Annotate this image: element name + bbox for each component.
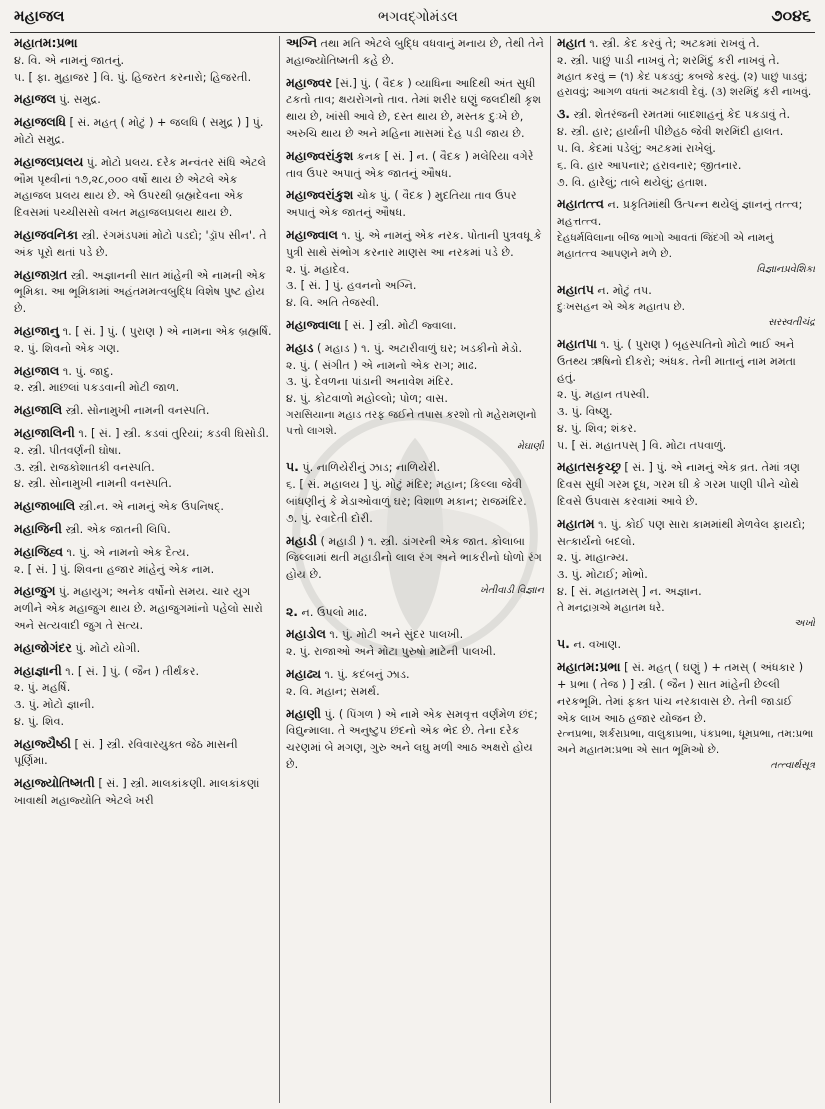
entry-citation: દેહધર્મવિલાના બીજ ભાગો આવતાં જિંદગી એ નામનું મહાતત્ત્વ આપણને મળે છે.: [557, 231, 774, 260]
dictionary-entry: [286, 458, 544, 527]
entry-headword-line: મહાજિની સ્ત્રી. એક જાતની લિપિ.: [14, 520, 171, 536]
dictionary-entry: [557, 515, 815, 632]
headword: મહાડી: [286, 532, 317, 548]
dictionary-entry: [557, 458, 815, 510]
headword: મહાજલપ્રલય: [14, 153, 84, 169]
entry-sense-line: ૨. પું. માહાત્મ્ય.: [557, 551, 629, 565]
dictionary-entry: [14, 401, 272, 420]
headword: મહાતમ: [557, 515, 595, 531]
dictionary-entry: [286, 339, 544, 455]
headword: મહાતત્ત્વ: [557, 196, 604, 212]
headword: અગ્નિ: [286, 35, 318, 50]
column-3: [557, 34, 815, 1105]
entry-sense-line: ૬. [ સં. મહાલય ] પું. મોટું મંદિર; મહાન; કિલ્લા જેવી બાંધણીનું કે મેડાઓવાળું ઘર; વિશાળ મકાન; રાજમંદિર.: [286, 478, 527, 508]
entry-sense-line: ૨. સ્ત્રી. પીતવર્ણની ઘોષા.: [14, 443, 122, 457]
headword: મહાણી: [286, 705, 321, 721]
entry-headword-line: મહાતપ ન. મોટું તપ.: [557, 282, 652, 298]
entry-headword-line: મહાતપા ૧. પું. ( પુરાણ ) બૃહસ્પતિનો મોટો ભાઈ અને ઉતથ્ય ઋષિનો દીકરો; અંધક. તેની માતાનું નામ મમતા હતું.: [557, 335, 796, 385]
headword: મહાજ્વાલ: [286, 226, 338, 242]
headword: મહાજ્ઞાની: [14, 662, 62, 678]
entry-headword-line: મહાજાનુ ૧. [ સં. ] પું. ( પુરાણ ) એ નામના એક બ્રહ્મર્ષિ.: [14, 322, 272, 338]
dictionary-entry: [557, 105, 815, 191]
entry-headword-line: મહાજ્યૈષ્ઠી [ સં. ] સ્ત્રી. રવિવારયુક્ત જેઠ માસની પૂર્ણિમા.: [14, 735, 238, 768]
citation-source: ખેતીવાડી વિજ્ઞાન: [479, 584, 544, 596]
entry-sense-line: ૬. વિ. હાર આપનાર; હરાવનાર; જીતનાર.: [557, 158, 742, 172]
entry-sense-line: ૭. પું. રવાદેતી દોરી.: [286, 511, 373, 525]
headword: ૫.: [557, 636, 570, 652]
dictionary-entry: [286, 705, 544, 774]
column-1: [14, 34, 272, 1105]
entry-headword-line: મહાજ્યોતિષ્મતી [ સં. ] સ્ત્રી. માલકાંકણી. માલકાંકણાં ખાવાથી મહાજ્યોતિ એટલે ખરી: [14, 775, 260, 808]
citation-source: સરસ્વતીચંદ્ર: [768, 317, 815, 329]
column-divider: [550, 36, 551, 1103]
page-number: ૭૦૪૬: [771, 6, 811, 25]
entry-headword-line: મહાજ્વાલ ૧. પું. એ નામનું એક નરક. પોતાની પુત્રવધૂ કે પુત્રી સાથે સંભોગ કરનાર માણસ આ નરકમાં પડે છે.: [286, 226, 542, 259]
headword: મહાજોગંદર: [14, 639, 72, 655]
dictionary-entry: [557, 658, 815, 774]
entry-headword-line: [14, 34, 272, 53]
dictionary-entry: [14, 774, 272, 810]
dictionary-entry: [14, 520, 272, 539]
headword: મહાડ: [286, 339, 314, 355]
entry-sense-line: ૭. વિ. હારેલું; તાબે થયેલું; હતાશ.: [557, 175, 708, 189]
entry-headword-line: મહાજલપ્રલય પું. મોટો પ્રલય. દરેક મન્વંતર સંધિ એટલે ભૌમ પૃથ્વીનાં ૧૭,૨૮,૦૦૦ વર્ષો થાય છે એટલે એક મહાજલ પ્રલય થાય છે. એ ઉપરથી બ્રહ્મદેવના એક દિવસમાં પચ્ચીસસો વખત મહાજલપ્રલય થાય છે.: [14, 153, 267, 220]
entry-sense-line: ૨. સ્ત્રી. પાછું પાડી નાખવું તે; શરમિંદું કરી નાખવું તે.: [557, 53, 780, 67]
dictionary-entry: [14, 582, 272, 634]
entry-sense-line: ૩. પું. દેવળના પાંડાની અનાવેશ મંદિર.: [286, 375, 454, 389]
dictionary-entry: [286, 74, 544, 143]
column-divider: [279, 36, 280, 1103]
headword: મહાજાગ્રત: [14, 266, 68, 282]
dictionary-entry: [286, 532, 544, 599]
entry-headword-line: મહાતમ:પ્રભા [ સં. મહત્ ( ઘણું ) + તમસ્ ( અંધકાર ) + પ્રભા ( તેજ ) ] સ્ત્રી. ( જૈન ) સાત માંહેની છેલ્લી નરકભૂમિ. તેમાં ફક્ત પાંચ નરકાવાસ છે. તેની જાડાઈ એક લાખ આઠ હજાર યોજન છે.: [557, 659, 804, 725]
citation-source: અખો: [794, 617, 815, 629]
headword: મહાજ્વરાંકુશ: [286, 187, 354, 203]
headword: મહાજાલિ: [14, 402, 63, 418]
dictionary-entry: [286, 625, 544, 661]
entry-headword-line: મહાજવનિકા સ્ત્રી. રંગમંડપમાં મોટો પડદો; 'ડ્રૉપ સીન'. તે અંક પૂરો થતાં પડે છે.: [14, 226, 267, 259]
entry-headword-line: મહાડોલ ૧. પું. મોટી અને સુંદર પાલખી.: [286, 626, 464, 642]
dictionary-entry: [14, 362, 272, 398]
dictionary-entry: [557, 195, 815, 277]
entry-citation: મહાત કરવું = (૧) કેદ પકડવું; કબજે કરવું. (૨) પાછું પાડવું; હરાવવું; આગળ વધતાં અટકાવી દેવું. (૩) શરમિંદું કરી નાખવું.: [557, 70, 812, 99]
dictionary-entry: [14, 34, 272, 86]
dictionary-entry: [14, 424, 272, 493]
dictionary-entry: [14, 113, 272, 149]
running-head-title: ભગવદ્ગોમંડલ: [377, 9, 458, 25]
dictionary-entry: [286, 34, 544, 70]
headword: મહાજ્વરાંકુશ: [286, 147, 354, 163]
dictionary-entry: [557, 34, 815, 101]
entry-sense-line: ૪. પું. કોટવાળો મહોલ્લો; પોળ; વાસ.: [286, 392, 448, 406]
headword: મહાજાનુ: [14, 322, 60, 338]
entry-sense-line: ૨. પું. મહર્ષિ.: [14, 681, 71, 695]
entry-sense-line: ૩. સ્ત્રી. રાજકોશાતકી વનસ્પતિ.: [14, 460, 155, 474]
headword: મહાજાબાલિ: [14, 498, 76, 514]
entry-citation: તે મનદ્રાગ્રએ મહાતમ ધરે.: [557, 601, 665, 614]
headword: મહાજલ: [14, 91, 56, 107]
entry-sense-line: ૨. વિ. મહાન; સમર્થ.: [286, 684, 380, 698]
headword: મહાજ્યૈષ્ઠી: [14, 735, 71, 751]
entry-headword-line: મહાજાલ ૧. પું. જાદુ.: [14, 362, 114, 378]
entry-headword-line: મહાજાગ્રત સ્ત્રી. અજ્ઞાનની સાત માંહેની એ નામની એક ભૂમિકા. આ ભૂમિકામાં અહંતમમત્વબુદ્ધિ વિશેષ પુષ્ટ હોય છે.: [14, 266, 266, 316]
headword: ૩.: [557, 106, 570, 122]
entry-sense-line: ૫. [ સં. મહાતપસ્ ] વિ. મોટા તપવાળું.: [557, 438, 727, 452]
entry-headword-line: મહાજલ પું. સમુદ્ર.: [14, 91, 101, 107]
dictionary-entry: [286, 147, 544, 183]
entry-sense-line: ૩. પું. વિષ્ણુ.: [557, 404, 613, 418]
dictionary-entry: [286, 603, 544, 622]
entry-headword-line: મહાજ્વાલા [ સં. ] સ્ત્રી. મોટી જ્વાલા.: [286, 316, 457, 332]
entry-headword-line: મહાતત્ત્વ ન. પ્રકૃતિમાંથી ઉત્પન્ન થયેલું જ્ઞાનનું તત્ત્વ; મહત્તત્ત્વ.: [557, 196, 803, 229]
entry-headword-line: મહાજાલિની ૧. [ સં. ] સ્ત્રી. કડવાં તુરિયાં; કડવી ઘિસોડી.: [14, 424, 269, 440]
headword: મહાજલધિ: [14, 114, 66, 130]
headword: મહાઢ્ય: [286, 666, 321, 682]
headword: મહાજ્યોતિષ્મતી: [14, 775, 95, 791]
header-rule: [10, 32, 815, 33]
headword: મહાડોલ: [286, 626, 326, 642]
entry-sense-line: ૩. પું. મોટો જ્ઞાની.: [14, 698, 95, 712]
entry-headword-line: મહાઢ્ય ૧. પું. કદંબનું ઝાડ.: [286, 666, 410, 682]
dictionary-entry: [14, 322, 272, 358]
entry-citation: દુઃખસહન એ એક મહાતપ છે.: [557, 301, 686, 314]
entry-sense-line: ૪. વિ. એ નામનું જાતનું.: [14, 53, 125, 67]
headword: મહાતપા: [557, 335, 597, 351]
entry-headword-line: મહાડ ( મહાડ ) ૧. પું. અટારીવાળું ઘર; ખડકીનો મેડો.: [286, 339, 523, 355]
dictionary-entry: [14, 543, 272, 579]
dictionary-entry: [14, 153, 272, 222]
entry-sense-line: ૪. પું. શિવ.: [14, 714, 65, 728]
headword: મહાજવનિકા: [14, 226, 78, 242]
entry-sense-line: ૨. પું. મહાન તપસ્વી.: [557, 388, 650, 402]
headword: ૨.: [286, 603, 298, 619]
dictionary-entry: [14, 90, 272, 109]
entry-headword-line: મહાજિહ્વ ૧. પું. એ નામનો એક દૈત્ય.: [14, 543, 190, 559]
dictionary-entry: [557, 281, 815, 330]
entry-headword-line: મહાણી પું. ( પિંગળ ) એ નામે એક સમવૃત્ત વર્ણમેળ છંદ; વિદ્યુન્માલા. તે અનુષ્ટુપ છંદનો એક ભેદ છે. તેના દરેક ચરણમાં બે મગણ, ગુરુ અને લઘુ મળી આઠ અક્ષરો હોય છે.: [286, 705, 538, 772]
citation-source: તત્ત્વાર્થસૂત્ર: [770, 760, 815, 772]
entry-headword-line: ૫. પું. નાળિયેરીનું ઝાડ; નાળિયેરી.: [286, 459, 441, 475]
dictionary-entry: [14, 639, 272, 658]
citation-source: મેઘાણી: [516, 440, 544, 452]
entry-sense-line: ૨. પું. ( સંગીત ) એ નામનો એક રાગ; માઢ.: [286, 358, 478, 372]
dictionary-entry: [14, 735, 272, 771]
dictionary-entry: [14, 662, 272, 731]
entry-sense-line: ૪. પું. શિવ; શંકર.: [557, 421, 637, 435]
headword: મહાતસકૃચ્છ્ર: [557, 459, 621, 475]
dictionary-entry: [14, 226, 272, 262]
entry-headword-line: મહાતમ ૧. પું. કોઈ પણ સારા કામમાંથી મેળવેલ ફાયદો; સત્કાર્યનો બદલો.: [557, 515, 806, 548]
headword: મહાજ્વર: [286, 74, 332, 90]
headword: મહાજાલિની: [14, 424, 75, 440]
entry-headword-line: મહાજ્વરાંકુશ કનક [ સં. ] ન. ( વૈદક ) મલેરિયા વગેરે તાવ ઉપર અપાતું એક જાતનું ઔષધ.: [286, 147, 534, 180]
entry-citation: રત્નપ્રભા, શર્કરાપ્રભા, વાલુકાપ્રભા, પંકપ્રભા, ધૂમપ્રભા, તમ:પ્રભા અને મહાતમ:પ્રભા એ સાત ભૂમિઓ છે.: [557, 728, 814, 757]
headword: મહાજિની: [14, 520, 62, 536]
entry-headword-line: મહાડી ( મહાડી ) ૧. સ્ત્રી. ડાંગરની એક જાત. કોલાબા જિલ્લામાં થતી મહાડીનો લાલ રંગ અને ભાકરીનો ધોળો રંગ હોય છે.: [286, 532, 542, 582]
entry-headword-line: મહાજાલિ સ્ત્રી. સોનામુખી નામની વનસ્પતિ.: [14, 402, 210, 418]
entry-sense-line: ૪. સ્ત્રી. સોનામુખી નામની વનસ્પતિ.: [14, 477, 172, 491]
dictionary-entry: [14, 497, 272, 516]
dictionary-entry: [286, 665, 544, 701]
entry-headword-line: મહાત ૧. સ્ત્રી. કેદ કરવું તે; અટકમાં રાખવું તે.: [557, 35, 760, 50]
entry-headword-line: ૨. ન. ઉપલો માઢ.: [286, 603, 368, 619]
entry-headword-line: મહાતસકૃચ્છ્ર [ સં. ] પું. એ નામનું એક વ્રત. તેમાં ત્રણ દિવસ સુધી ગરમ દૂધ, ગરમ ઘી કે ગરમ પાણી પીને ચોથે દિવસે ઉપવાસ કરવામાં આવે છે.: [557, 459, 800, 508]
entry-headword-line: મહાજોગંદર પું. મોટો યોગી.: [14, 639, 141, 655]
entry-headword-line: અગ્નિ તથા મતિ એટલે બુદ્ધિ વધવાનું મનાય છે, તેથી તેને મહાજ્યોતિષ્મતી કહે છે.: [286, 35, 544, 67]
entry-sense-line: ૪. સ્ત્રી. હાર; હાર્યાની પીછેહઠ જેવી શરમિંદી હાલત.: [557, 125, 784, 139]
entry-sense-line: ૨. સ્ત્રી. માછલાં પકડવાની મોટી જાળ.: [14, 381, 180, 395]
headword: ૫.: [286, 459, 299, 475]
headword: મહાજાલ: [14, 362, 60, 378]
headword: મહાત: [557, 35, 586, 50]
entry-sense-line: ૨. પું. શિવનો એક ગણ.: [14, 341, 120, 355]
headword: મહાજ્વાલા: [286, 316, 341, 332]
headword: મહાતમ:પ્રભા: [14, 35, 78, 50]
entry-sense-line: ૩. પું. મોટાઈ; મોભો.: [557, 568, 648, 582]
page-header: [14, 6, 811, 32]
headword: મહાતમ:પ્રભા: [557, 659, 621, 675]
dictionary-entry: [286, 316, 544, 335]
entry-sense-line: ૪. વિ. અતિ તેજસ્વી.: [286, 296, 380, 310]
column-2: [286, 34, 544, 1105]
entry-headword-line: ૫. ન. વખાણ.: [557, 636, 622, 652]
running-head-left: મહાજલ: [14, 7, 65, 25]
entry-sense-line: ૫. [ ફા. મુહાજર ] વિ. પું. હિજરત કરનારો; હિજરતી.: [14, 70, 252, 84]
dictionary-entry: [557, 335, 815, 455]
entry-headword-line: મહાજલધિ [ સં. મહત્ ( મોટું ) + જલધિ ( સમુદ્ર ) ] પું. મોટો સમુદ્ર.: [14, 114, 264, 146]
dictionary-entry: [557, 635, 815, 654]
entry-headword-line: મહાજ્ઞાની ૧. [ સં. ] પું. ( જૈન ) તીર્થંકર.: [14, 662, 200, 678]
dictionary-entry: [286, 226, 544, 312]
entry-sense-line: ૩. [ સં. ] પું. હવનનો અગ્નિ.: [286, 279, 417, 293]
dictionary-entry: [14, 266, 272, 318]
entry-headword-line: મહાજાબાલિ સ્ત્રી.ન. એ નામનું એક ઉપનિષદ્.: [14, 498, 224, 514]
entry-headword-line: મહાજ્વર [સં.] પું. ( વૈદક ) વ્યાધિના આદિથી અંત સુધી ટકતો તાવ; ક્ષયરોગનો તાવ. તેમાં શરીર ઘણું જલદીથી કૃશ થાય છે, ખાંસી આવે છે, દસ્ત થાય છે, મસ્તક દુઃખે છે, અરુચિ થાય છે અને મહિના માસમાં દેહ પડી જાય છે.: [286, 74, 542, 140]
citation-source: વિજ્ઞાનપ્રવેશિકા: [756, 263, 815, 275]
entry-citation: ગરાસિયાના મહાડ તરફ જઈને તપાસ કરશો તો મહેરામણનો પત્તો લાગશે.: [286, 408, 537, 437]
dictionary-entry: [286, 186, 544, 222]
entry-headword-line: ૩. સ્ત્રી. શેતરંજની રમતમાં બાદશાહનું કેદ પકડાવું તે.: [557, 106, 791, 122]
entry-sense-line: ૨. પું. રાજાઓ અને મોટા પુરુષો માટેની પાલખી.: [286, 645, 497, 659]
entry-headword-line: મહાજુગ પું. મહાયુગ; અનેક વર્ષોનો સમય. ચાર યુગ મળીને એક મહાજુગ થાય છે. મહાજુગમાંનો પહેલો સારો અને સત્યવાદી જુગ તે સત્ય.: [14, 583, 263, 632]
entry-sense-line: ૨. પું. મહાદેવ.: [286, 262, 350, 276]
entry-sense-line: ૪. [ સં. મહાતમસ્ ] ન. અજ્ઞાન.: [557, 584, 702, 598]
entry-headword-line: મહાજ્વરાંકુશ ચોક પું. ( વૈદક ) મુદતિયા તાવ ઉપર અપાતું એક જાતનું ઔષધ.: [286, 187, 517, 220]
entry-sense-line: ૨. [ સં. ] પું. શિવના હજાર માંહેનું એક નામ.: [14, 562, 215, 576]
headword: મહાજુગ: [14, 583, 56, 599]
headword: મહાજિહ્વ: [14, 543, 63, 559]
entry-sense-line: ૫. વિ. કેદમાં પડેલું; અટકમાં રાખેલું.: [557, 141, 716, 155]
headword: મહાતપ: [557, 282, 594, 298]
